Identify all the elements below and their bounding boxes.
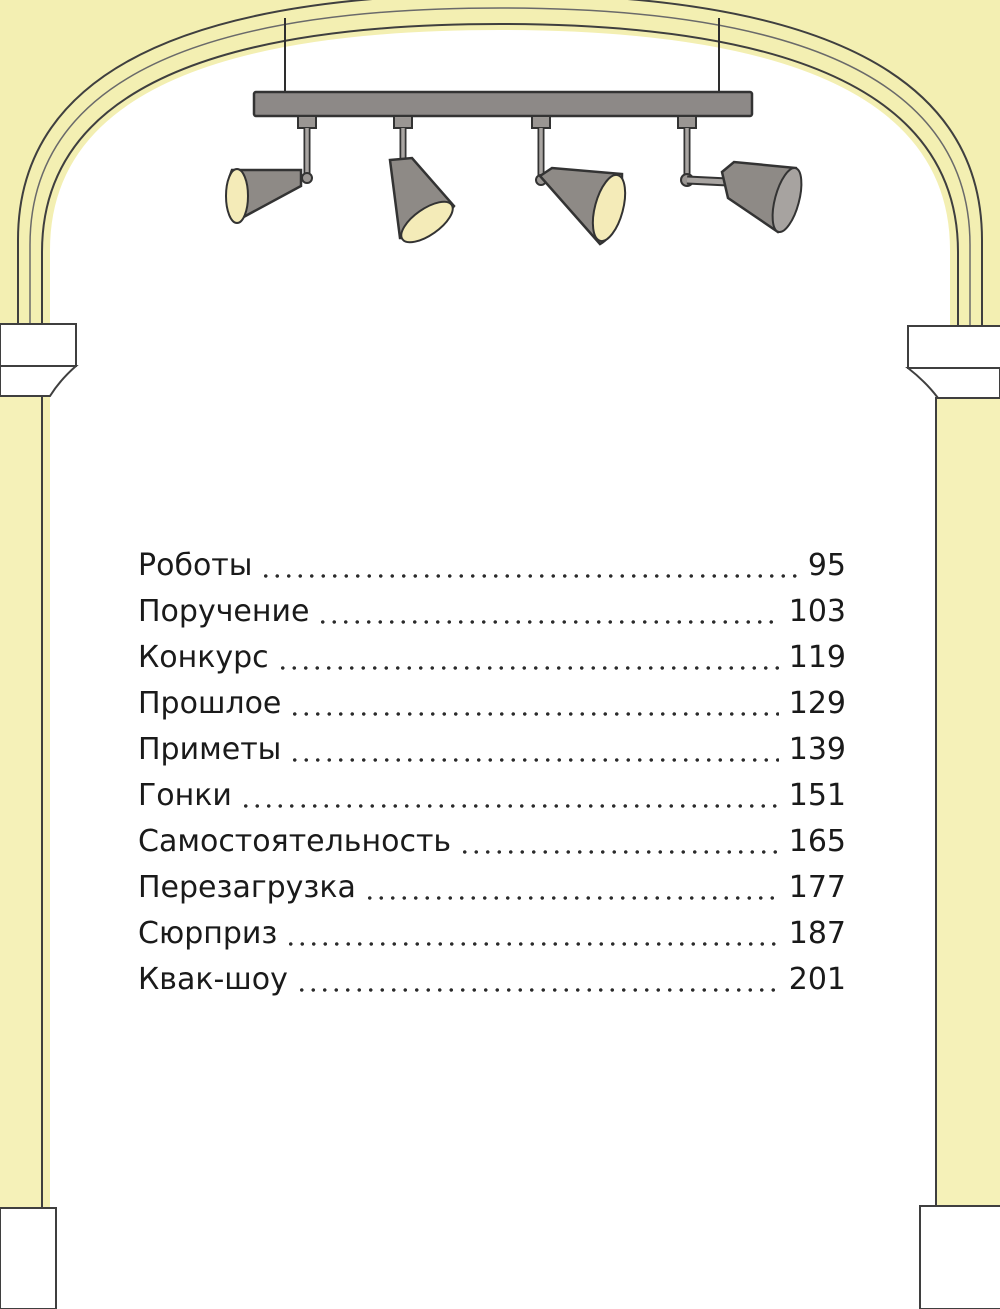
right-pillar-base [920, 1206, 1000, 1309]
spotlight-icon [678, 116, 807, 235]
toc-entry[interactable] [138, 635, 846, 681]
toc-entry-page-number: 119 [788, 640, 846, 675]
toc-leader-dots [277, 635, 783, 681]
spotlight-icon [532, 116, 631, 244]
toc-entry-title: Перезагрузка [138, 870, 356, 905]
toc-entry-title: Гонки [138, 778, 232, 813]
toc-entry-page-number: 139 [788, 732, 846, 767]
left-capital-base [0, 366, 76, 396]
toc-entry[interactable] [138, 819, 846, 865]
left-pillar [0, 396, 42, 1309]
toc-entry-page-number: 177 [788, 870, 846, 905]
toc-entry[interactable] [138, 543, 846, 589]
toc-leader-dots [364, 865, 783, 911]
arch-inner-molding [42, 24, 958, 330]
toc-entry[interactable] [138, 773, 846, 819]
toc-leader-dots [260, 543, 801, 589]
toc-entry[interactable] [138, 865, 846, 911]
spotlight-icon [226, 116, 316, 223]
toc-entry[interactable] [138, 681, 846, 727]
toc-entry-title: Самостоятельность [138, 824, 452, 859]
toc-entry-title: Прошлое [138, 686, 282, 721]
toc-entry-page-number: 151 [788, 778, 846, 813]
toc-leader-dots [296, 957, 783, 1003]
track-rail [254, 92, 752, 116]
spotlight-icon [390, 116, 459, 250]
right-pillar [936, 398, 1000, 1309]
right-capital [908, 326, 1000, 368]
toc-entry-title: Поручение [138, 594, 310, 629]
toc-entry-title: Конкурс [138, 640, 269, 675]
toc-leader-dots [289, 681, 782, 727]
toc-entry-page-number: 201 [788, 962, 846, 997]
table-of-contents [138, 543, 846, 1003]
toc-entry[interactable] [138, 911, 846, 957]
toc-leader-dots [317, 589, 782, 635]
toc-leader-dots [240, 773, 783, 819]
toc-entry-title: Приметы [138, 732, 282, 767]
toc-entry[interactable] [138, 957, 846, 1003]
right-capital-base [908, 368, 1000, 398]
toc-entry[interactable] [138, 727, 846, 773]
toc-entry-title: Сюрприз [138, 916, 278, 951]
left-pillar-base [0, 1208, 56, 1309]
toc-entry-page-number: 103 [788, 594, 846, 629]
toc-leader-dots [285, 911, 782, 957]
toc-entry-page-number: 187 [788, 916, 846, 951]
toc-entry-page-number: 165 [788, 824, 846, 859]
arch-molding-line [30, 8, 970, 330]
toc-entry-page-number: 129 [788, 686, 846, 721]
toc-leader-dots [459, 819, 783, 865]
left-capital [0, 324, 76, 366]
toc-leader-dots [289, 727, 782, 773]
toc-entry-title: Роботы [138, 548, 253, 583]
toc-entry[interactable] [138, 589, 846, 635]
toc-entry-title: Квак-шоу [138, 962, 288, 997]
toc-entry-page-number: 95 [807, 548, 846, 583]
